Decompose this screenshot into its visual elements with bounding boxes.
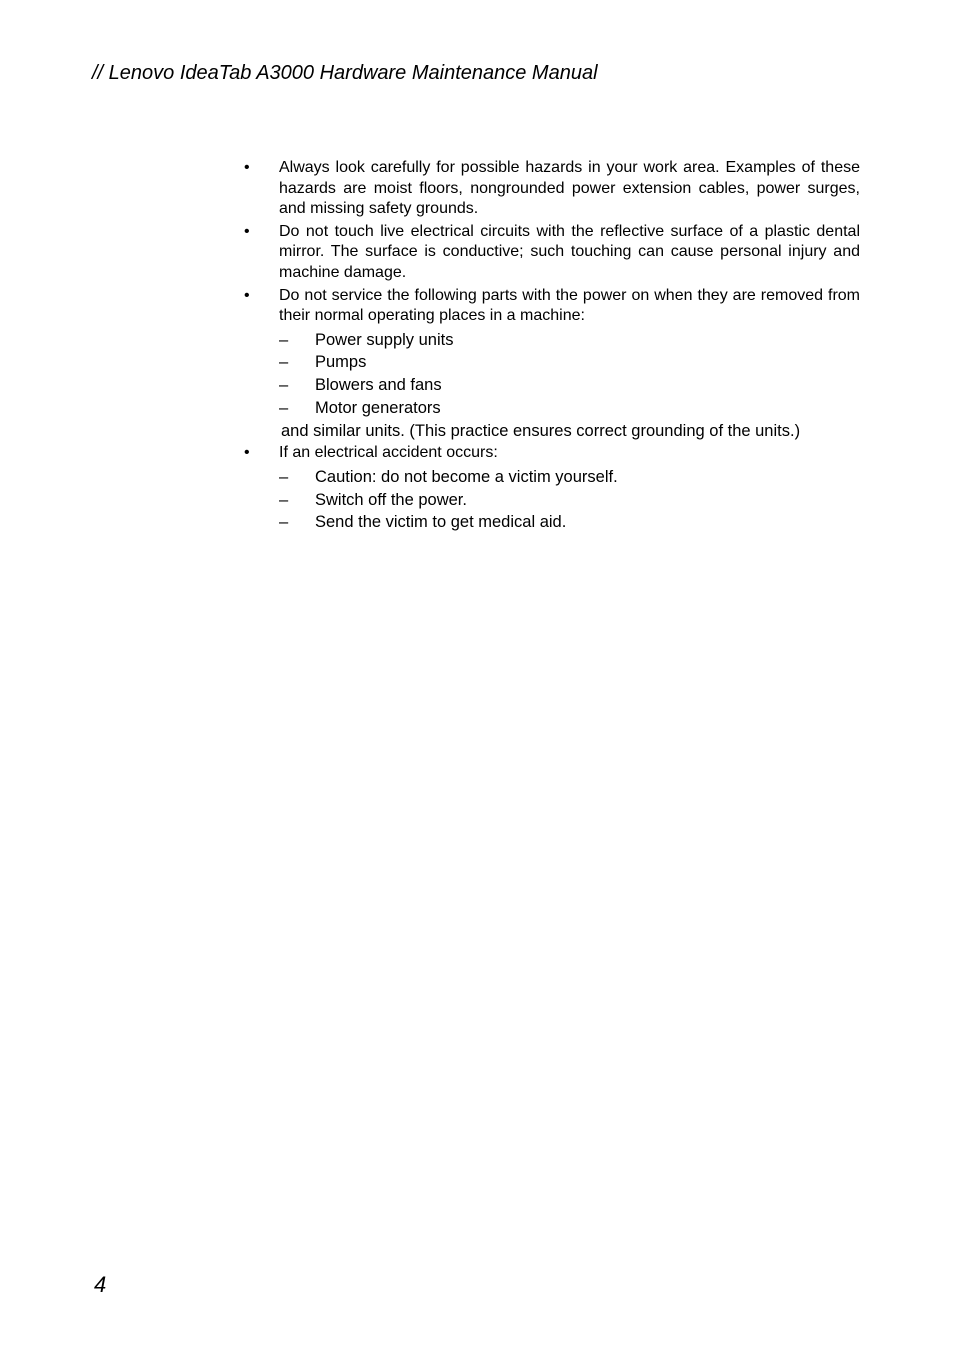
safety-guidelines-list (240, 158, 860, 534)
sub-list-item (240, 511, 860, 534)
list-item-text: Do not service the following parts with the power on when they are removed from their normal operating places in a machine: (279, 286, 860, 325)
list-note: and similar units. (This practice ensures correct grounding of the units.) (281, 421, 801, 440)
sub-list-item (240, 489, 860, 512)
sub-list-item (240, 397, 860, 420)
bullet-icon: • (244, 222, 250, 240)
dash-icon: – (279, 490, 289, 509)
bullet-icon: • (244, 159, 250, 176)
list-item-text: If an electrical accident occurs: (279, 444, 498, 462)
list-item (240, 286, 860, 327)
sub-list-item (240, 329, 860, 352)
sub-list-item (240, 466, 860, 489)
list-item-text: Do not touch live electrical circuits with the reflective surface of a plastic dental mirror. The surface is conductive; such touching can cause personal injury and machine damage. (279, 222, 860, 281)
bullet-icon: • (244, 286, 250, 304)
bullet-icon: • (244, 444, 250, 462)
sub-list-item-text: Pumps (315, 353, 367, 372)
sub-list (240, 466, 860, 534)
dash-icon: – (279, 376, 289, 395)
list-item-text: Always look carefully for possible hazards in your work area. Examples of these hazards are moist floors, nongrounded power extension cables, power surges, and missing safety grounds. (279, 159, 860, 218)
dash-icon: – (279, 513, 289, 532)
sub-list-item (240, 351, 860, 374)
sub-list-item-text: Motor generators (315, 398, 441, 417)
dash-icon: – (279, 398, 289, 417)
running-header: // Lenovo IdeaTab A3000 Hardware Maintenance Manual (92, 62, 598, 84)
list-item (240, 158, 860, 220)
list-item (240, 443, 860, 464)
sub-list-item-text: Power supply units (315, 330, 454, 349)
page-number: 4 (94, 1272, 107, 1297)
sub-list-item (240, 374, 860, 397)
sub-list-item-text: Switch off the power. (315, 490, 467, 509)
sub-list-item-text: Caution: do not become a victim yourself. (315, 467, 618, 486)
dash-icon: – (279, 330, 289, 349)
list-item (240, 222, 860, 284)
dash-icon: – (279, 467, 289, 486)
sub-list-item-text: Blowers and fans (315, 376, 442, 395)
sub-list-item-text: Send the victim to get medical aid. (315, 513, 567, 532)
sub-list (240, 329, 860, 420)
dash-icon: – (279, 353, 289, 372)
